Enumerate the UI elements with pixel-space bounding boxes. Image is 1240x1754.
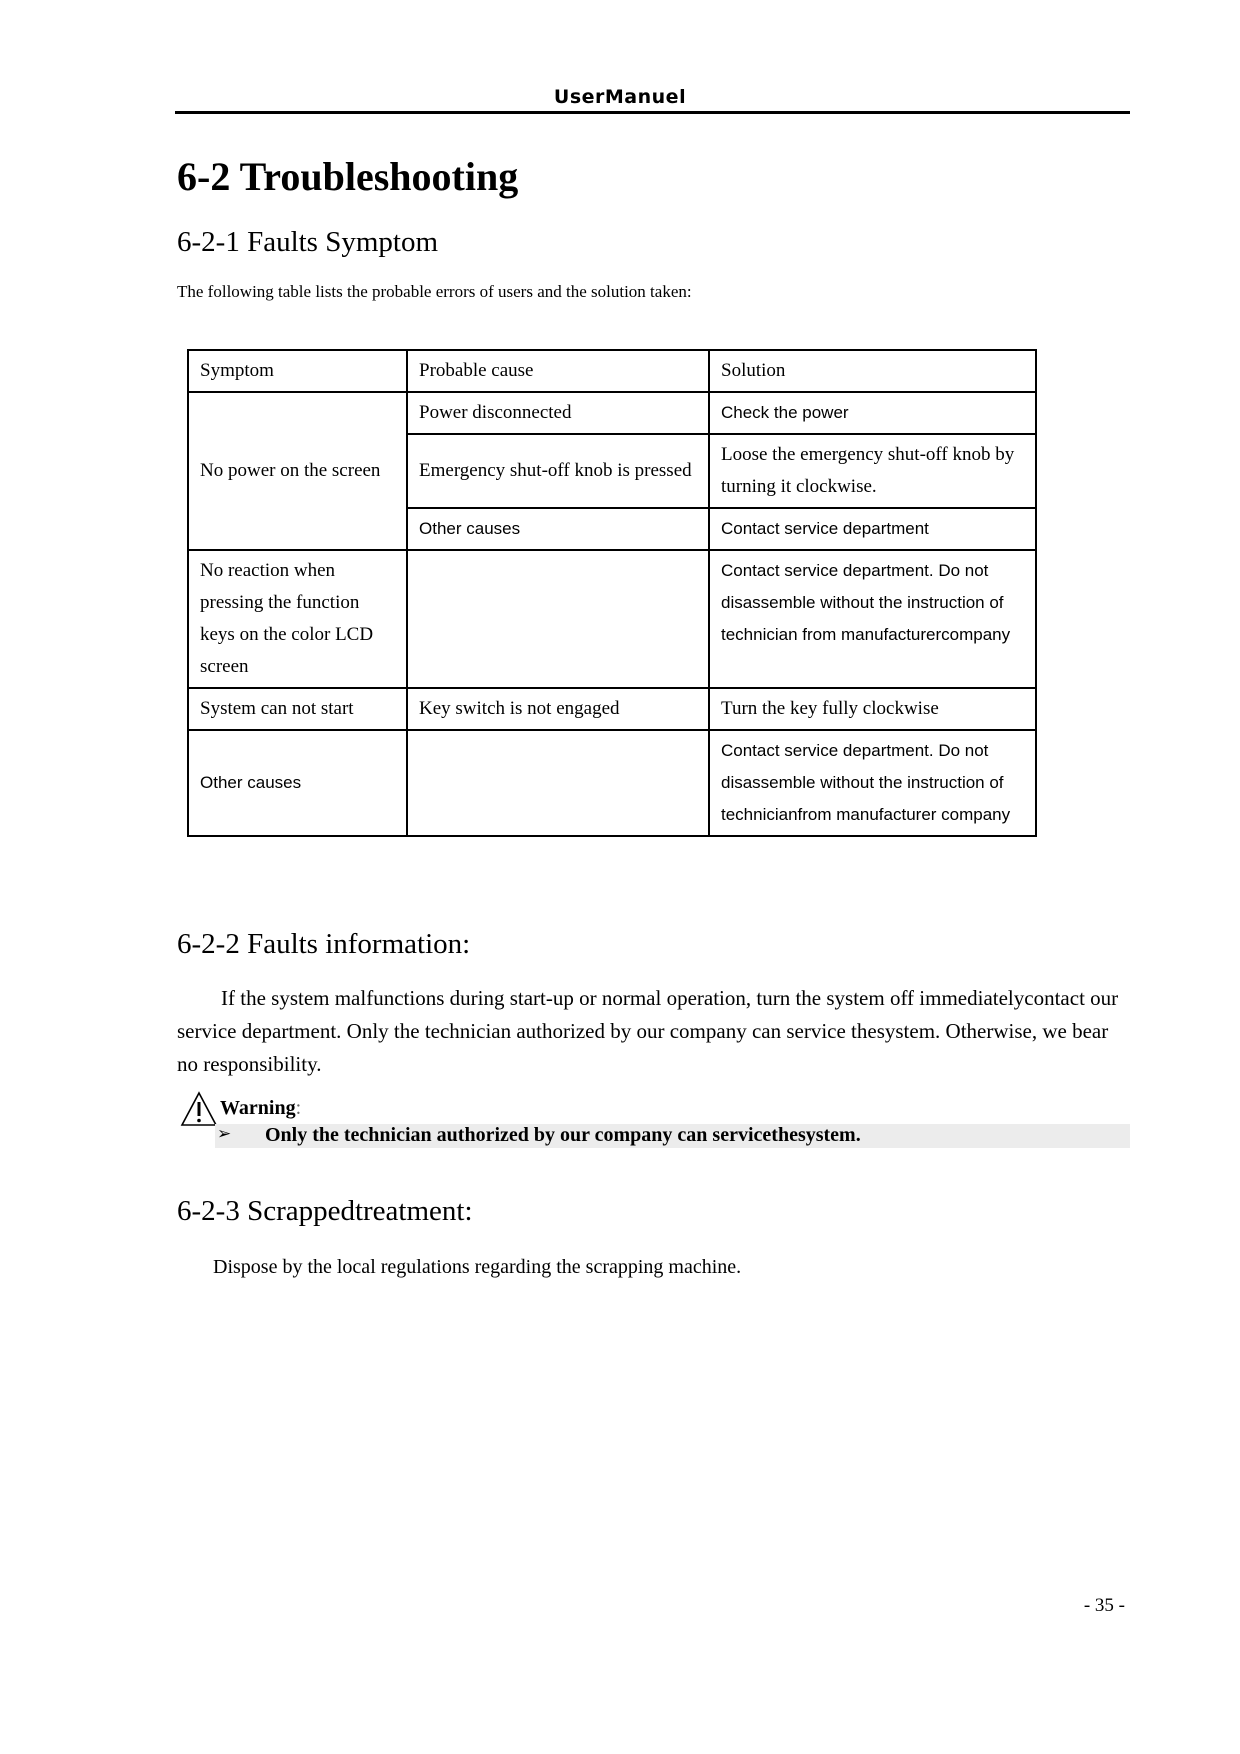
cause-cell: Emergency shut-off knob is pressed [407, 434, 709, 508]
solution-cell: Contact service department [709, 508, 1036, 550]
solution-cell: Contact service department. Do not disassemble without the instruction of technicianfrom manufacturer company [709, 730, 1036, 836]
table-row [188, 688, 1036, 730]
warning-colon: : [295, 1097, 302, 1119]
table-row [188, 730, 1036, 836]
solution-cell: Check the power [709, 392, 1036, 434]
cause-cell: Power disconnected [407, 392, 709, 434]
header-solution: Solution [709, 350, 1036, 392]
header-symptom: Symptom [188, 350, 407, 392]
header-probable-cause: Probable cause [407, 350, 709, 392]
symptom-no-reaction: No reaction when pressing the function keys on the color LCD screen [188, 550, 407, 688]
cause-cell: Key switch is not engaged [407, 688, 709, 730]
faults-table [187, 349, 1037, 837]
arrow-bullet-icon: ➢ [217, 1124, 232, 1144]
solution-cell: Turn the key fully clockwise [709, 688, 1036, 730]
warning-text: Only the technician authorized by our company can servicethesystem. [265, 1124, 861, 1146]
table-header-row [188, 350, 1036, 392]
table-row [188, 550, 1036, 688]
faults-paragraph [177, 982, 1127, 1081]
scrap-text: Dispose by the local regulations regarding the scrapping machine. [213, 1256, 742, 1278]
subsection-title-faults-symptom: 6-2-1 Faults Symptom [177, 226, 439, 258]
warning-triangle-icon [180, 1091, 218, 1132]
symptom-cannot-start: System can not start [188, 688, 407, 730]
cause-cell: Other causes [407, 508, 709, 550]
symptom-no-power: No power on the screen [188, 392, 407, 550]
table-row [188, 392, 1036, 434]
cause-cell [407, 730, 709, 836]
section-title: 6-2 Troubleshooting [177, 154, 519, 199]
faults-paragraph-text: If the system malfunctions during start-up or normal operation, turn the system off immediatelycontact our service department. Only the technician authorized by our company can service thesystem. Otherwise, we bear no responsibility. [177, 986, 1119, 1076]
intro-text: The following table lists the probable errors of users and the solution taken: [177, 282, 692, 301]
warning-heading [180, 1091, 301, 1127]
header-rule [175, 111, 1130, 114]
subsection-title-faults-information: 6-2-2 Faults information: [177, 928, 471, 960]
page-number: - 35 - [1083, 1595, 1125, 1616]
symptom-other: Other causes [188, 730, 407, 836]
solution-cell: Contact service department. Do not disassemble without the instruction of technician from manufacturercompany [709, 550, 1036, 688]
solution-cell: Loose the emergency shut-off knob by turning it clockwise. [709, 434, 1036, 508]
cause-cell [407, 550, 709, 688]
subsection-title-scrapped-treatment: 6-2-3 Scrappedtreatment: [177, 1195, 473, 1227]
header-title: UserManuel [553, 86, 687, 108]
warning-label: Warning [220, 1097, 296, 1119]
